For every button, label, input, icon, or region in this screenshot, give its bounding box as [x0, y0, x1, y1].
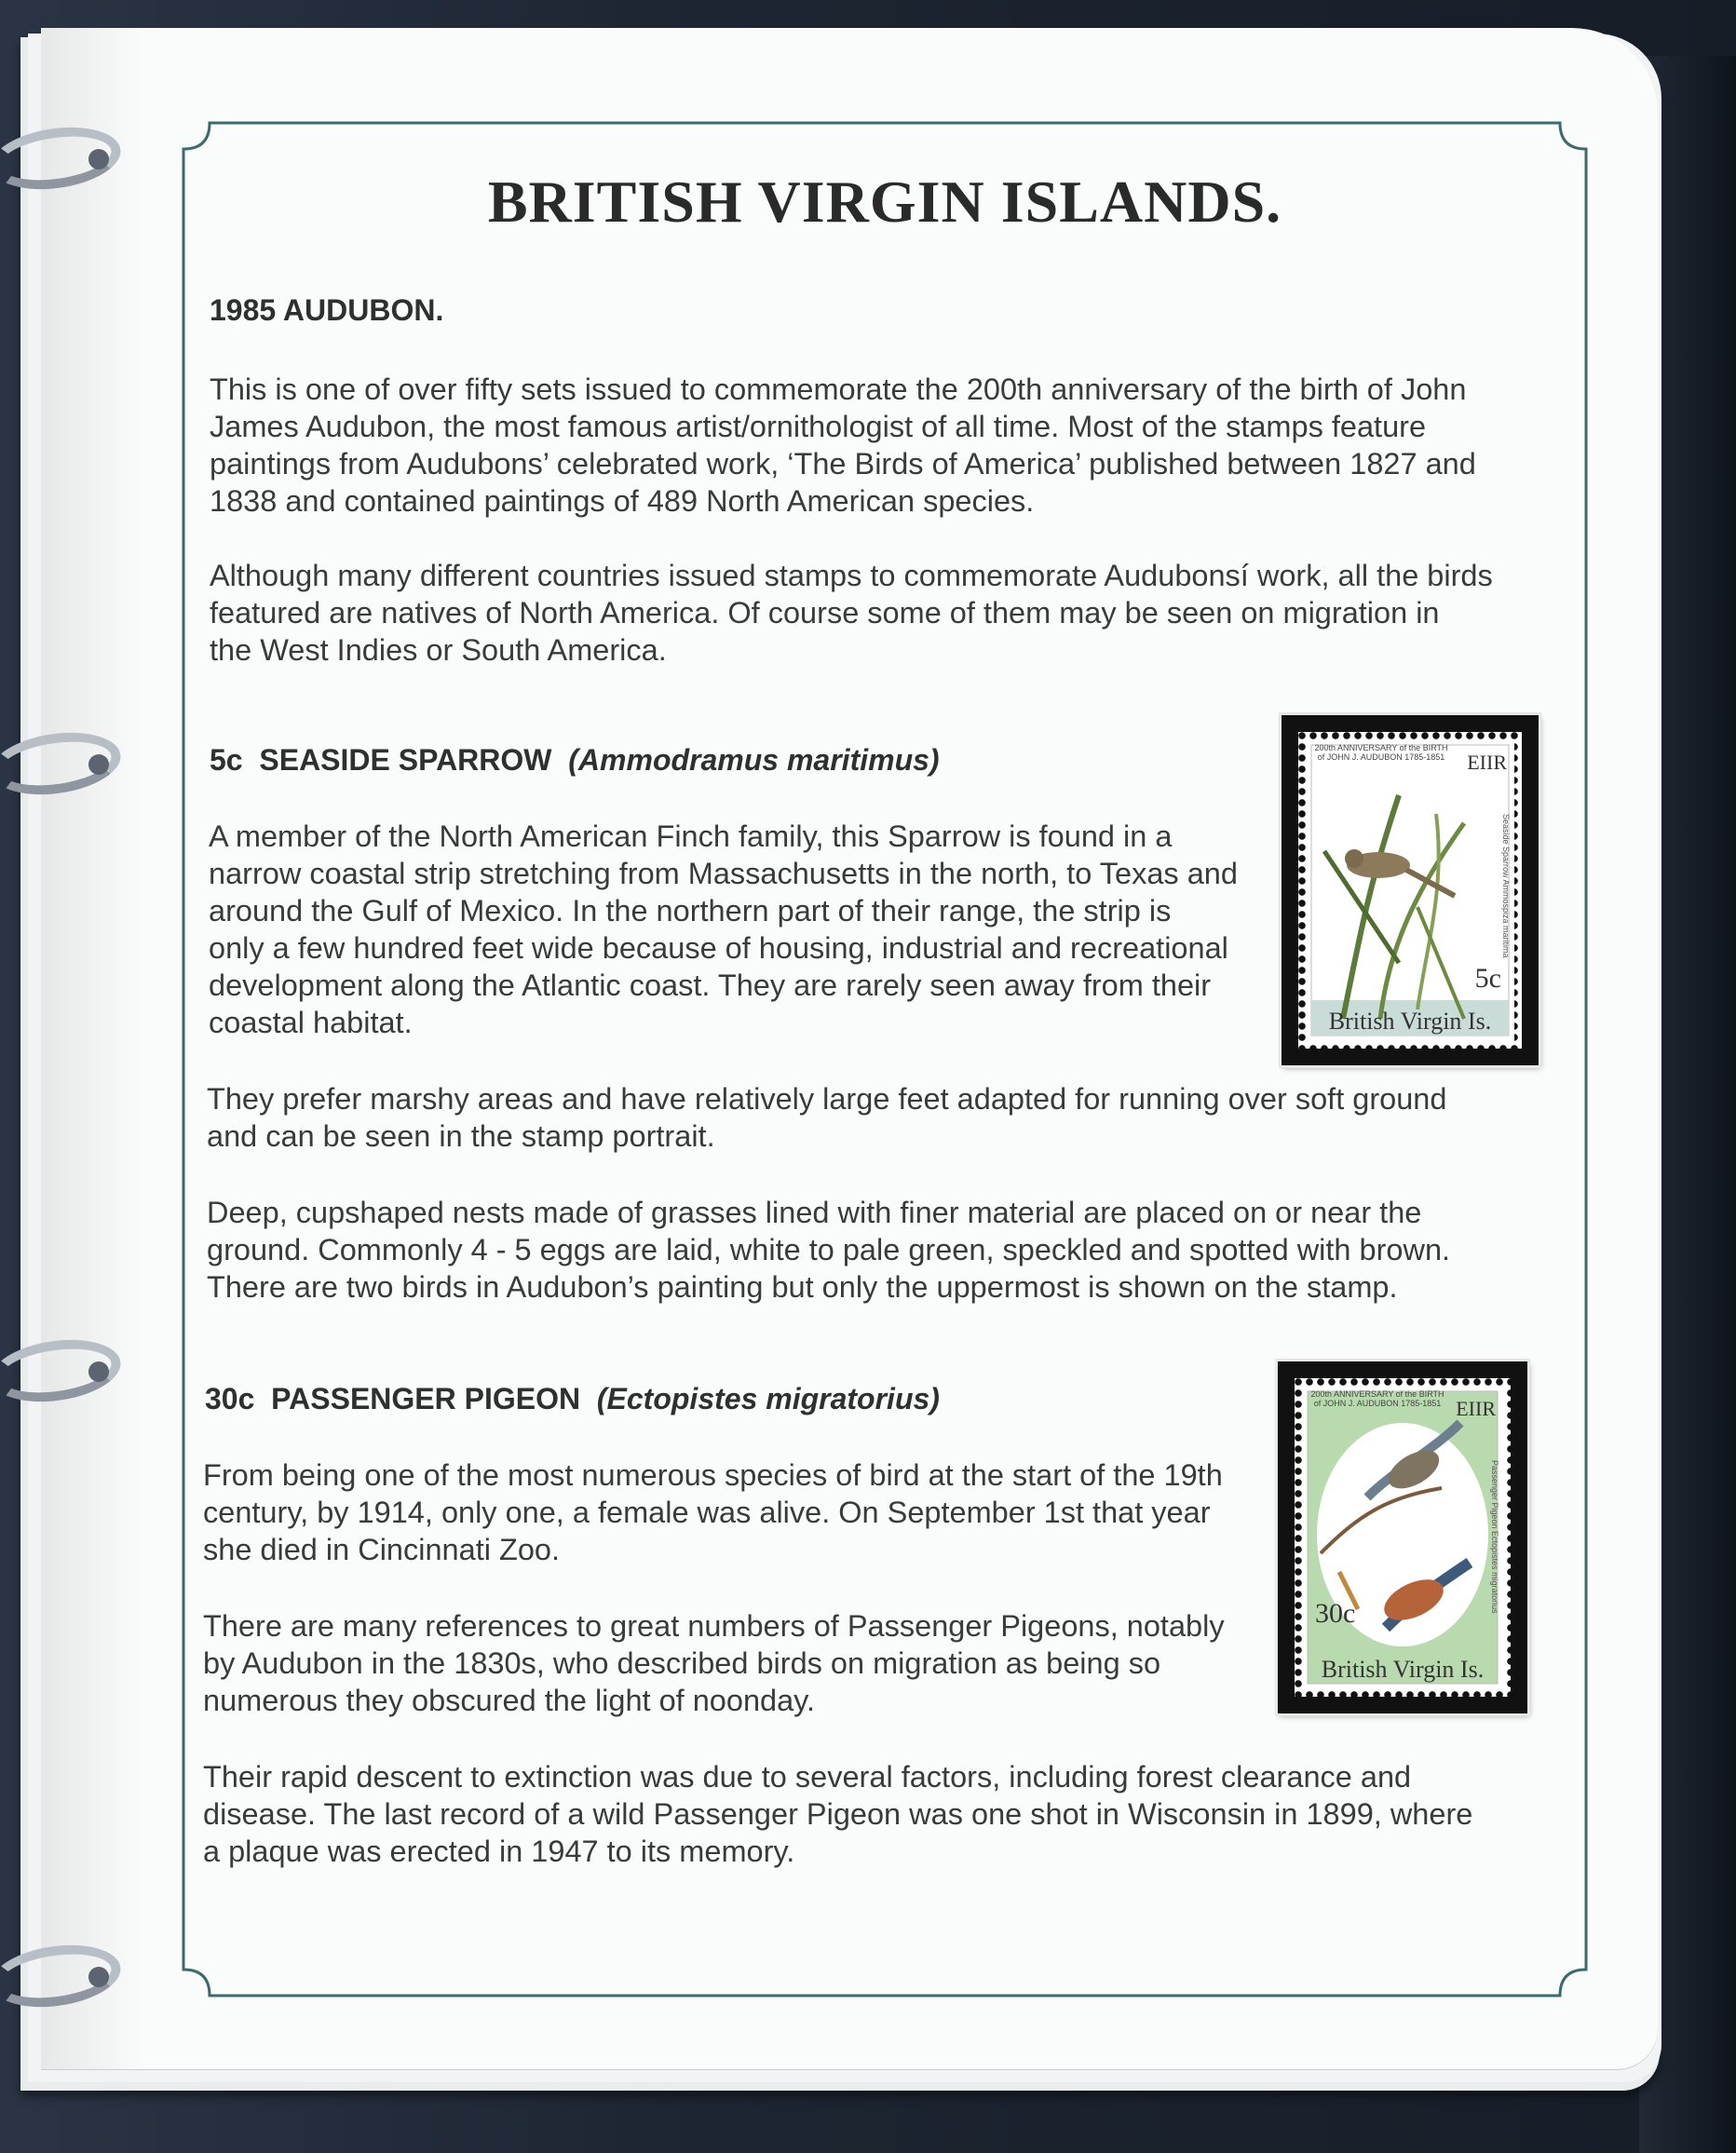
sparrow-stamp-caption: 200th ANNIVERSARY of the BIRTH of JOHN J. AUDUBON 1785-1851 [1314, 743, 1448, 762]
sparrow-stamp [1298, 732, 1522, 1049]
binder-ring-4 [0, 1946, 130, 2011]
text-line: Their rapid descent to extinction was due to several factors, including forest clearance and [203, 1760, 1412, 1794]
binder-ring-3 [0, 1341, 130, 1406]
text-line: numerous they obscured the light of noonday. [203, 1684, 816, 1717]
text-line: Although many different countries issued stamps to commemorate Audubonsí work, all the birds [210, 559, 1493, 592]
text-line: They prefer marshy areas and have relatively large feet adapted for running over soft ground [207, 1082, 1447, 1116]
sparrow-stamp-side-text: Seaside Sparrow Ammospiza maritima [1501, 814, 1511, 958]
pigeon-stamp-caption: 200th ANNIVERSARY of the BIRTH of JOHN J. AUDUBON 1785-1851 [1310, 1389, 1444, 1408]
sparrow-value: 5c [210, 743, 243, 777]
text-line: coastal habitat. [209, 1006, 413, 1039]
text-line: ground. Commonly 4 - 5 eggs are laid, white to pale green, speckled and spotted with brown. [207, 1233, 1451, 1266]
text-line: A member of the North American Finch family, this Sparrow is found in a [209, 819, 1173, 853]
text-line: James Audubon, the most famous artist/ornithologist of all time. Most of the stamps feature [210, 410, 1427, 443]
sparrow-stamp-cypher: EIIR [1467, 751, 1507, 774]
text-line: narrow coastal strip stretching from Massachusetts in the north, to Texas and [209, 857, 1238, 890]
pigeon-stamp [1295, 1378, 1511, 1697]
text-line: she died in Cincinnati Zoo. [203, 1533, 561, 1566]
sparrow-stamp-mount [1282, 715, 1539, 1065]
pigeon-heading [205, 1382, 940, 1416]
pigeon-name: PASSENGER PIGEON [271, 1382, 581, 1415]
sparrow-heading [210, 743, 940, 778]
text-line: There are two birds in Audubon’s painting but only the uppermost is shown on the stamp. [207, 1270, 1398, 1304]
pigeon-latin: (Ectopistes migratorius) [596, 1382, 940, 1415]
pigeon-value: 30c [205, 1382, 255, 1415]
text-line: around the Gulf of Mexico. In the northern part of their range, the strip is [209, 894, 1172, 928]
text-line: disease. The last record of a wild Passenger Pigeon was one shot in Wisconsin in 1899, where [203, 1797, 1473, 1831]
set-heading: 1985 AUDUBON. [210, 293, 444, 327]
sparrow-stamp-value: 5c [1474, 963, 1501, 994]
page-title: BRITISH VIRGIN ISLANDS. [487, 169, 1282, 235]
pigeon-illustration [1302, 1386, 1503, 1689]
text-line: paintings from Audubons’ celebrated work, ‘The Birds of America’ published between 1827 and [210, 447, 1476, 481]
text-line: a plaque was erected in 1947 to its memory. [203, 1835, 795, 1868]
pigeon-stamp-mount [1278, 1361, 1527, 1713]
sparrow-name: SEASIDE SPARROW [259, 743, 552, 777]
text-line: by Audubon in the 1830s, who described birds on migration as being so [203, 1646, 1161, 1680]
text-line: Deep, cupshaped nests made of grasses lined with finer material are placed on or near the [207, 1196, 1422, 1229]
pigeon-stamp-value: 30c [1315, 1598, 1356, 1629]
text-line: and can be seen in the stamp portrait. [207, 1119, 715, 1153]
text-line: the West Indies or South America. [210, 633, 667, 667]
text-line: century, by 1914, only one, a female was alive. On September 1st that year [203, 1496, 1211, 1529]
pigeon-stamp-side-text: Passenger Pigeon Ectopistes migratorius [1490, 1460, 1499, 1614]
sparrow-illustration [1306, 739, 1514, 1041]
page-shadow [41, 28, 143, 2069]
pigeon-stamp-country: British Virgin Is. [1321, 1656, 1485, 1683]
binder-ring-1 [0, 129, 130, 194]
binder-ring-2 [0, 734, 130, 799]
text-line: This is one of over fifty sets issued to commemorate the 200th anniversary of the birth of John [210, 372, 1467, 406]
pigeon-stamp-image [1302, 1386, 1503, 1689]
text-line: featured are natives of North America. Of course some of them may be seen on migration in [210, 596, 1440, 630]
text-line: There are many references to great numbers of Passenger Pigeons, notably [203, 1609, 1225, 1643]
text-line: development along the Atlantic coast. They are rarely seen away from their [209, 968, 1212, 1002]
pigeon-stamp-cypher: EIIR [1456, 1397, 1496, 1420]
text-line: From being one of the most numerous species of bird at the start of the 19th [203, 1458, 1223, 1492]
text-line: 1838 and contained paintings of 489 North American species. [210, 484, 1035, 518]
sparrow-latin: (Ammodramus maritimus) [568, 743, 940, 777]
sparrow-stamp-country: British Virgin Is. [1328, 1008, 1492, 1035]
text-line: only a few hundred feet wide because of housing, industrial and recreational [209, 931, 1228, 965]
sparrow-stamp-image [1306, 739, 1514, 1041]
